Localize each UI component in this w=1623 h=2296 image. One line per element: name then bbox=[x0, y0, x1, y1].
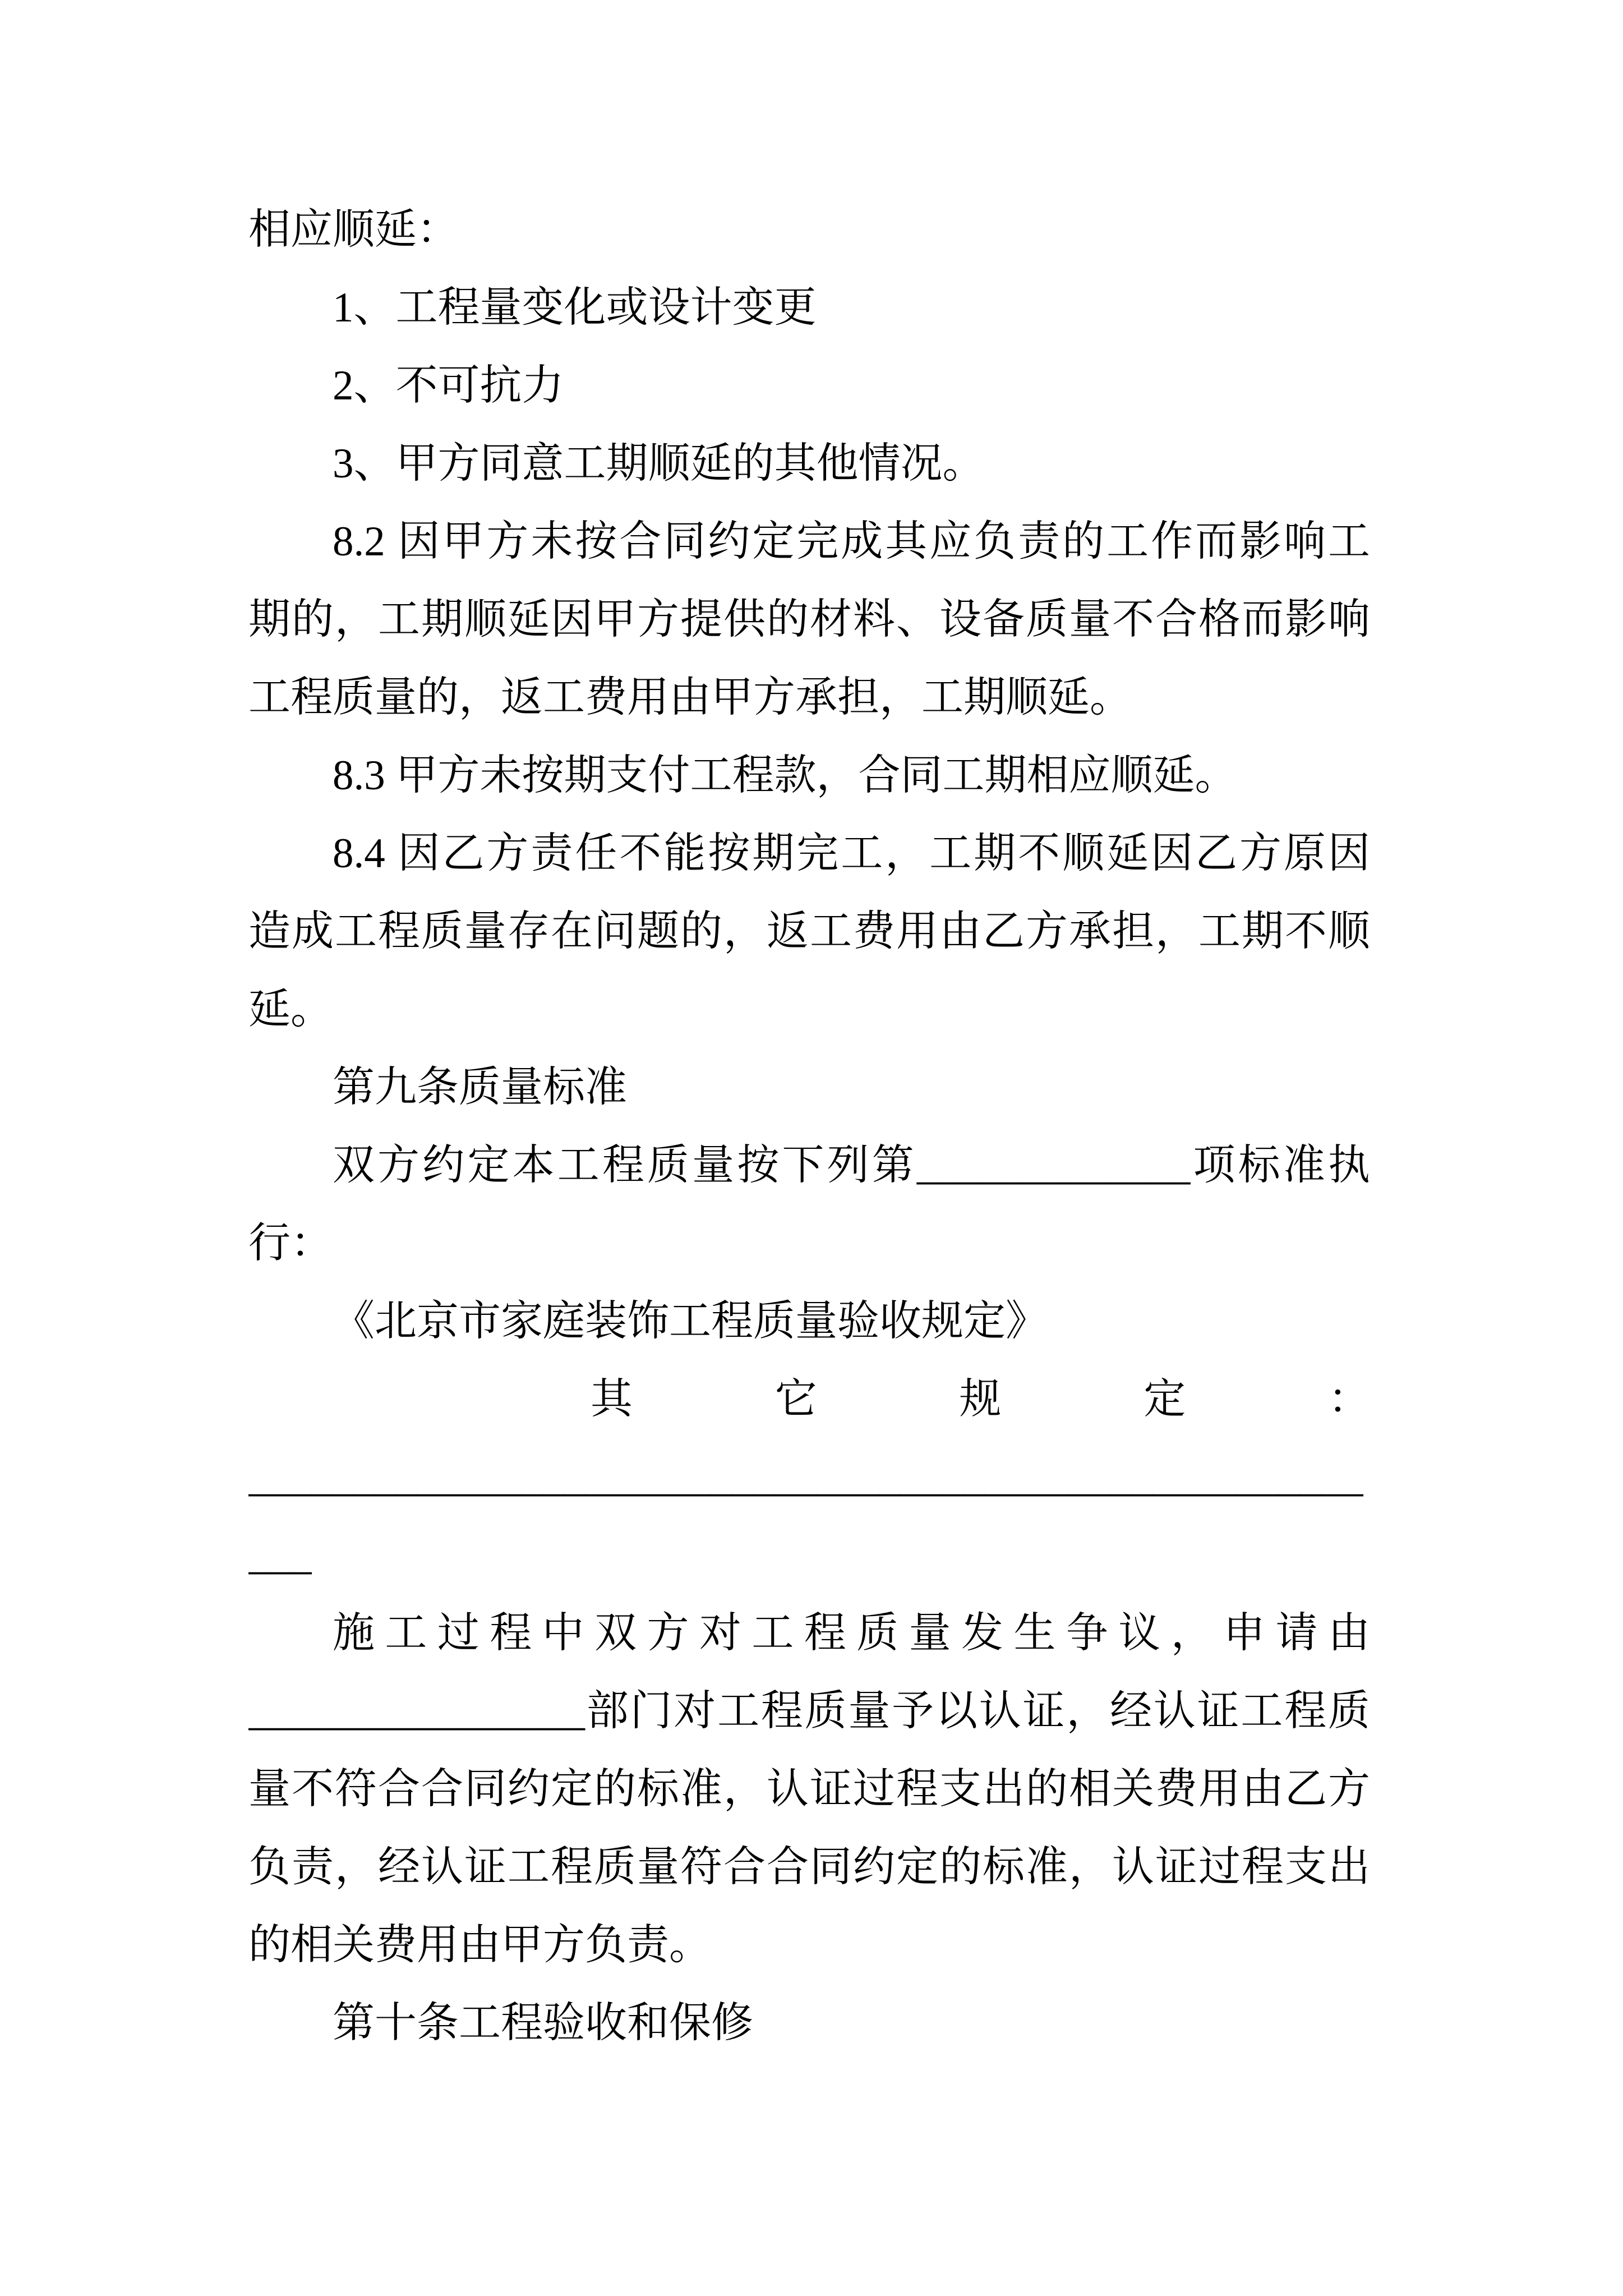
text-line-23: 的相关费用由甲方负责。 bbox=[248, 1922, 712, 1968]
text-line-6: 期的，工期顺延因甲方提供的材料、设备质量不合格而影响 bbox=[248, 596, 1370, 643]
text-line-10: 造成工程质量存在问题的，返工费用由乙方承担，工期不顺 bbox=[248, 908, 1370, 955]
text-line-18: ___ bbox=[248, 1532, 312, 1579]
text-line-17: _____________________________________________________ bbox=[248, 1454, 1363, 1501]
text-line-15: 《北京市家庭装饰工程质量验收规定》 bbox=[333, 1298, 1048, 1345]
text-line-1: 相应顺延： bbox=[248, 206, 459, 253]
text-line-7: 工程质量的，返工费用由甲方承担，工期顺延。 bbox=[248, 674, 1132, 721]
text-line-22: 负责，经认证工程质量符合合同约定的标准，认证过程支出 bbox=[248, 1844, 1370, 1890]
document-text-block bbox=[248, 191, 1370, 2062]
text-line-16: 其它规定： bbox=[591, 1376, 1370, 1423]
text-line-24: 第十条工程验收和保修 bbox=[333, 2000, 754, 2046]
text-line-8: 8.3 甲方未按期支付工程款，合同工期相应顺延。 bbox=[333, 752, 1237, 799]
text-line-4: 3、甲方同意工期顺延的其他情况。 bbox=[333, 440, 985, 487]
text-line-19: 施工过程中双方对工程质量发生争议，申请由 bbox=[333, 1610, 1370, 1657]
text-line-13: 双方约定本工程质量按下列第_____________项标准执 bbox=[333, 1142, 1370, 1189]
text-line-21: 量不符合合同约定的标准，认证过程支出的相关费用由乙方 bbox=[248, 1766, 1370, 1812]
text-line-3: 2、不可抗力 bbox=[333, 362, 564, 409]
text-line-20: ________________部门对工程质量予以认证，经认证工程质 bbox=[248, 1688, 1370, 1734]
text-line-9: 8.4 因乙方责任不能按期完工，工期不顺延因乙方原因 bbox=[333, 830, 1370, 877]
text-line-5: 8.2 因甲方未按合同约定完成其应负责的工作而影响工 bbox=[333, 518, 1370, 565]
text-line-11: 延。 bbox=[248, 986, 333, 1033]
text-line-12: 第九条质量标准 bbox=[333, 1064, 628, 1111]
text-line-2: 1、工程量变化或设计变更 bbox=[333, 284, 817, 331]
text-line-14: 行： bbox=[248, 1220, 333, 1267]
